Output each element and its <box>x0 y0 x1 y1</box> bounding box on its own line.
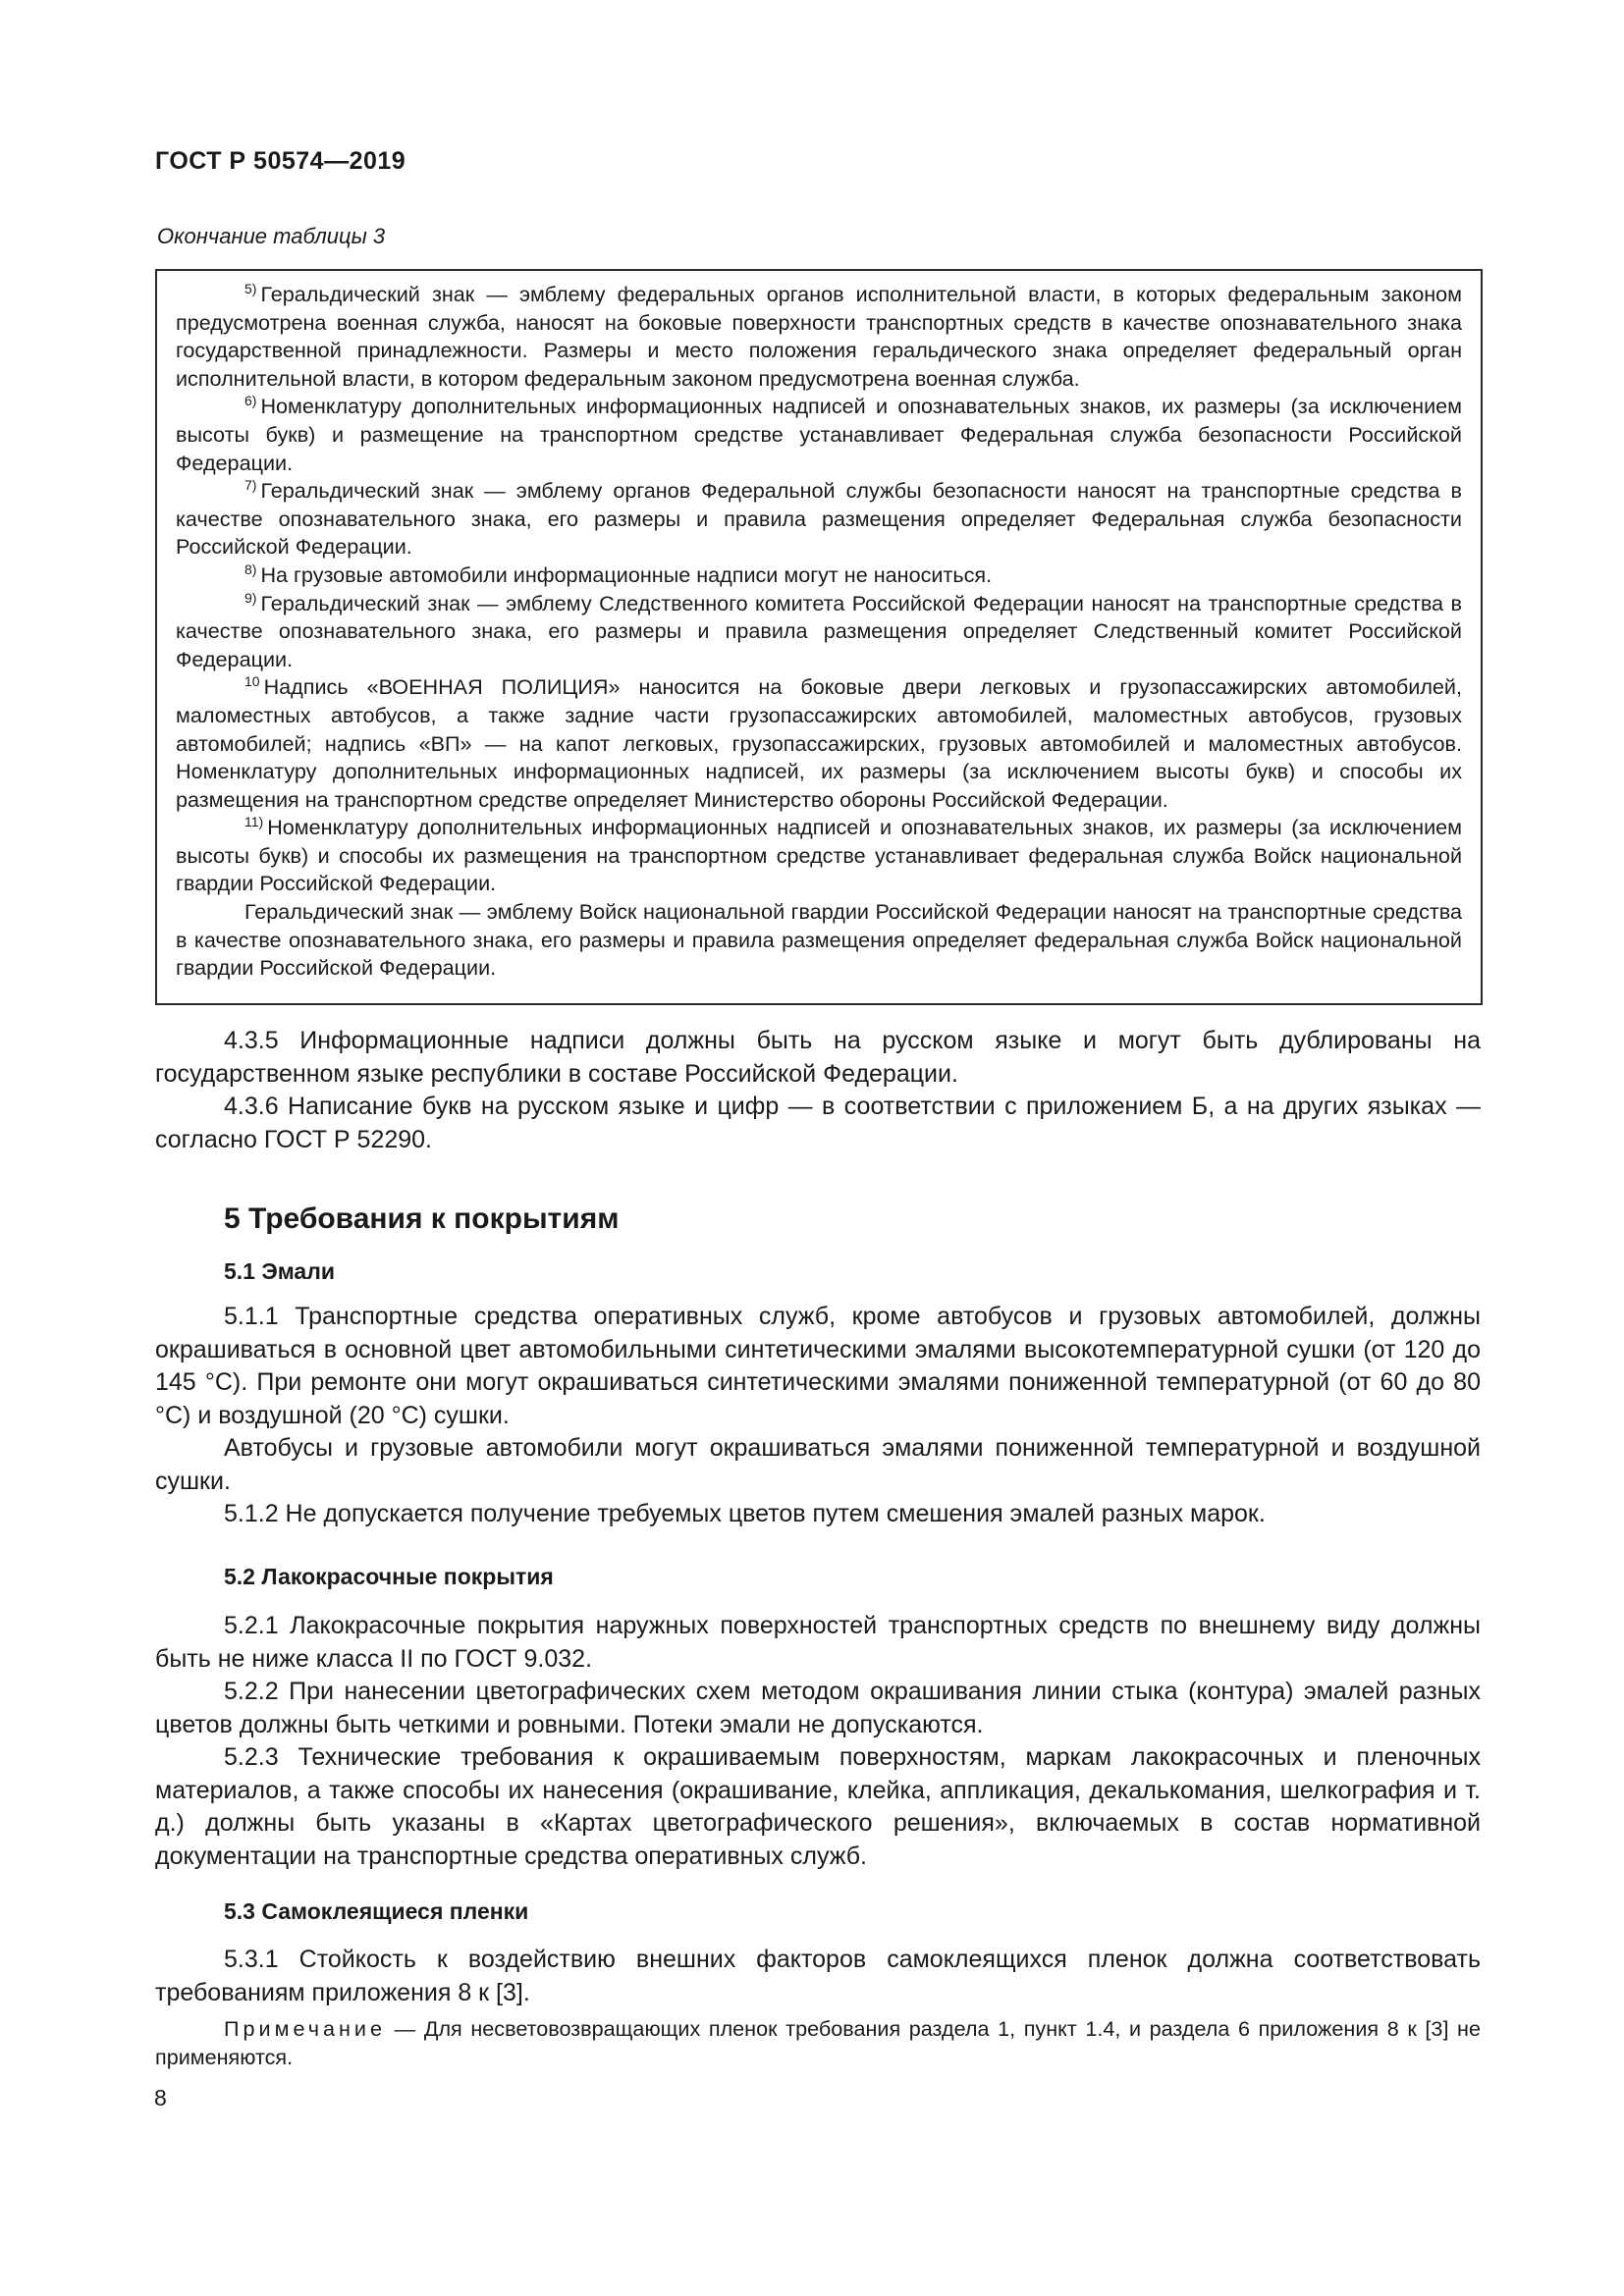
footnote-mark: 10 <box>244 673 260 690</box>
footnote-text: Геральдический знак — эмблему Войск национальной гвардии Российской Федерации наносят на транспортные средства в качестве опознавательного знака, его размеры и правила размещения определяет федеральная служба Войск национальной гвардии Российской Федерации. <box>176 899 1462 981</box>
footnote-mark: 8) <box>244 561 257 577</box>
note-label: Примечание <box>224 2016 386 2041</box>
footnote-text: Надпись «ВОЕННАЯ ПОЛИЦИЯ» наносится на боковые двери легковых и грузопассажирских автомобилей, маломестных автобусов, а также задние части грузопассажирских автомобилей, маломестных автобусов, грузовых автомобилей; надпись «ВП» — на капот легковых, грузопассажирских, грузовых автомобилей и маломестных автобусов. Номенклатуру дополнительных информационных надписей, их размеры (за исключением высоты букв) и способы их размещения на транспортном средстве определяет Министерство обороны Российской Федерации. <box>176 674 1462 812</box>
section-5-1-text <box>155 1301 1481 1531</box>
footnote-text: На грузовые автомобили информационные надписи могут не наноситься. <box>260 561 993 587</box>
section-5-3-text <box>155 1944 1481 2009</box>
footnote-9 <box>176 590 1462 674</box>
footnote-11-continued <box>176 898 1462 983</box>
clause-5-1-2: 5.1.2 Не допускается получение требуемых цветов путем смешения эмалей разных марок. <box>224 1500 1266 1527</box>
section-5-1-title-block <box>155 1258 1481 1285</box>
note-text: — Для несветовозвращающих пленок требования раздела 1, пункт 1.4, и раздела 6 приложения 8 к [3] не применяются. <box>155 2016 1481 2069</box>
footnote-text: Номенклатуру дополнительных информационных надписей и опознавательных знаков, их размеры (за исключением высоты букв) и размещение на транспортном средстве устанавливает Федеральная служба безопасности Российской Федерации. <box>176 394 1462 475</box>
clause-5-2-3: 5.2.3 Технические требования к окрашиваемым поверхностям, маркам лакокрасочных и пленочных материалов, а также способы их нанесения (окрашивание, клейка, аппликация, декалькомания, шелкография и т. д.) должны быть указаны в «Картах цветографического решения», включаемых в состав нормативной документации на транспортные средства оперативных служб. <box>155 1743 1481 1870</box>
footnote-11 <box>176 814 1462 898</box>
footnote-text: Номенклатуру дополнительных информационных надписей и опознавательных знаков, их размеры (за исключением высоты букв) и способы их размещения на транспортном средстве устанавливает федеральная служба Войск национальной гвардии Российской Федерации. <box>176 815 1462 896</box>
footnote-mark: 7) <box>244 477 257 494</box>
section-5-3-note <box>155 2014 1481 2071</box>
section-5-title-block <box>155 1202 1481 1236</box>
footnote-mark: 6) <box>244 393 257 409</box>
footnote-mark: 9) <box>244 589 257 606</box>
clause-5-2-1: 5.2.1 Лакокрасочные покрытия наружных поверхностей транспортных средств по внешнему виду должны быть не ниже класса II по ГОСТ 9.032. <box>155 1612 1481 1673</box>
note-paragraph <box>155 2014 1481 2071</box>
clause-4-3-5: 4.3.5 Информационные надписи должны быть на русском языке и могут быть дублированы на государственном языке республики в составе Российской Федерации. <box>155 1027 1481 1088</box>
footnote-5 <box>176 281 1462 393</box>
section-5-title: 5 Требования к покрытиям <box>224 1202 620 1235</box>
section-5-3-title-block <box>155 1898 1481 1925</box>
footnote-text: Геральдический знак — эмблему Следственного комитета Российской Федерации наносят на транспортные средства в качестве опознавательного знака, его размеры и правила размещения определяет Следственный комитет Российской Федерации. <box>176 590 1462 671</box>
section-5-3-title: 5.3 Самоклеящиеся пленки <box>224 1898 529 1924</box>
footnote-mark: 11) <box>244 814 264 830</box>
footnote-8 <box>176 561 1462 590</box>
section-5-2-title-block <box>155 1564 1481 1590</box>
clause-5-3-1: 5.3.1 Стойкость к воздействию внешних факторов самоклеящихся пленок должна соответствовать требованиям приложения 8 к [3]. <box>155 1946 1481 2006</box>
table-continuation-caption: Окончание таблицы 3 <box>157 224 386 248</box>
table-footnotes-box <box>155 269 1483 1005</box>
clause-5-1-1: 5.1.1 Транспортные средства оперативных служб, кроме автобусов и грузовых автомобилей, должны окрашиваться в основной цвет автомобильными синтетическими эмалями высокотемпературной сушки (от 120 до 145 °С). При ремонте они могут окрашиваться синтетическими эмалями пониженной температурной (от 60 до 80 °С) и воздушной (20 °С) сушки. <box>155 1303 1481 1429</box>
footnote-7 <box>176 477 1462 561</box>
footnote-10 <box>176 673 1462 814</box>
page-number: 8 <box>154 2085 167 2110</box>
footnote-text: Геральдический знак — эмблему органов Федеральной службы безопасности наносят на транспортные средства в качестве опознавательного знака, его размеры и правила размещения определяет Федеральная служба безопасности Российской Федерации. <box>176 478 1462 560</box>
section-5-2-title: 5.2 Лакокрасочные покрытия <box>224 1564 554 1589</box>
section-5-1-title: 5.1 Эмали <box>224 1258 335 1284</box>
footnote-mark: 5) <box>244 281 257 296</box>
clause-5-1-1-continued: Автобусы и грузовые автомобили могут окрашиваться эмалями пониженной температурной и воздушной сушки. <box>155 1434 1481 1495</box>
footnote-text: Геральдический знак — эмблему федеральных органов исполнительной власти, в которых федеральным законом предусмотрена военная служба, наносят на боковые поверхности транспортных средств в качестве опознавательного знака государственной принадлежности. Размеры и место положения геральдического знака определяет федеральный орган исполнительной власти, в котором федеральным законом предусмотрена военная служба. <box>176 282 1462 391</box>
section-5-2-text <box>155 1610 1481 1873</box>
clauses-4-3-5-4-3-6 <box>155 1025 1481 1156</box>
footnote-6 <box>176 393 1462 477</box>
clause-4-3-6: 4.3.6 Написание букв на русском языке и цифр — в соответствии с приложением Б, а на других языках — согласно ГОСТ Р 52290. <box>155 1093 1481 1153</box>
document-code-header: ГОСТ Р 50574—2019 <box>155 147 406 175</box>
clause-5-2-2: 5.2.2 При нанесении цветографических схем методом окрашивания линии стыка (контура) эмалей разных цветов должны быть четкими и ровными. Потеки эмали не допускаются. <box>155 1678 1481 1738</box>
